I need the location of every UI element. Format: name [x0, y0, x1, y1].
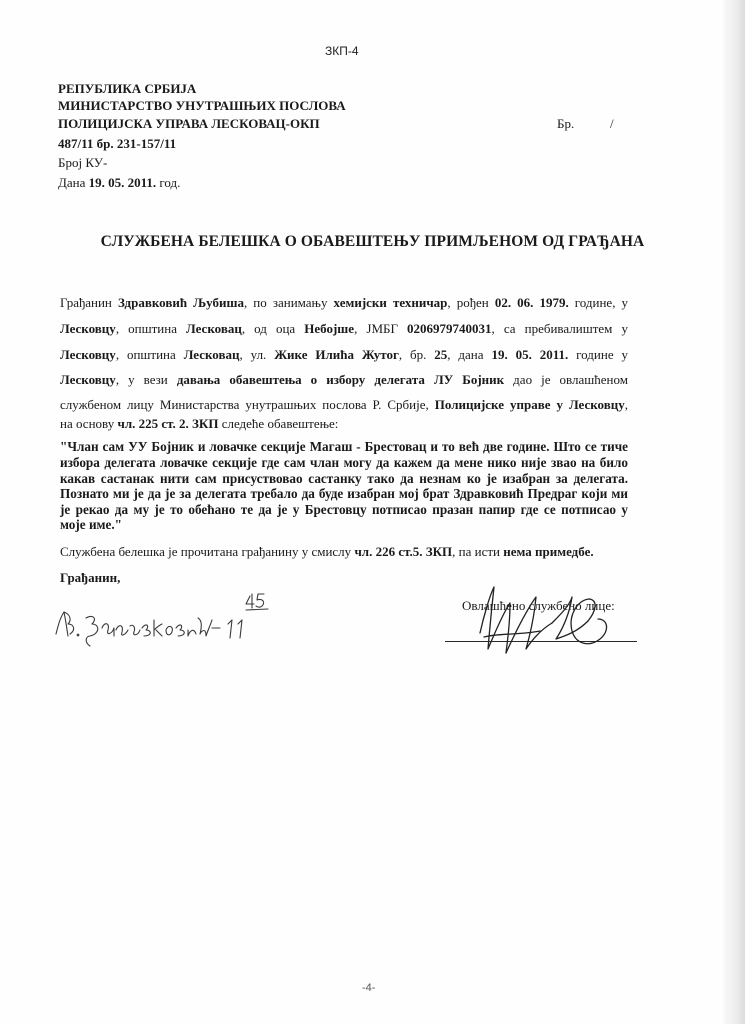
body-line-4 [60, 372, 628, 388]
text-run: године у [568, 347, 628, 362]
emphasized-text: хемијски техничар [333, 295, 448, 310]
statement-line-2: избора делегата ловачке секције где сам члан могу да кажем да мене нико није звао на било [60, 455, 628, 470]
citizen-label: Грађанин, [60, 570, 121, 585]
emphasized-text: Лесковац [183, 347, 240, 362]
text-run: , дана [447, 347, 492, 362]
closing-statement [60, 544, 594, 560]
text-run: , ул. [239, 347, 275, 362]
text-run: , ЈМБГ [354, 321, 408, 336]
body-line-2 [60, 321, 628, 337]
emphasized-text: Небојше [304, 321, 355, 336]
text-run: , па исти [452, 544, 504, 559]
text-run: Грађанин [60, 295, 118, 310]
emphasized-text: 19. 05. 2011. [491, 347, 569, 362]
text-run: службеном лицу Министарства унутрашњих послова Р. Србије, [60, 397, 435, 412]
text-run: , рођен [447, 295, 495, 310]
case-reference: 487/11 бр. 231-157/11 [58, 136, 177, 151]
emphasized-text: Лесковац [186, 321, 242, 336]
body-line-1 [60, 295, 628, 311]
date-prefix: Дана [58, 175, 86, 190]
emphasized-text: Лесковцу [60, 347, 116, 362]
emphasized-text: нема примедбе. [503, 544, 594, 559]
body-line-5 [60, 397, 628, 413]
officer-signature [460, 575, 620, 665]
document-date-line [58, 175, 180, 191]
emphasized-text: Полицијске управе у Лесковцу [434, 397, 625, 412]
header-ministry: МИНИСТАРСТВО УНУТРАШЊИХ ПОСЛОВА [58, 98, 346, 113]
text-run: , од оца [241, 321, 305, 336]
text-run: , општина [115, 347, 184, 362]
emphasized-text: Здравковић Љубиша [117, 295, 244, 310]
text-run: дао је овлашћеном [504, 372, 628, 387]
text-run: следеће обавештење: [218, 416, 339, 431]
emphasized-text: 0206979740031 [407, 321, 492, 336]
date-suffix: год. [159, 175, 181, 190]
emphasized-text: Жике Илића Жутог [274, 347, 399, 362]
text-run: , [624, 397, 628, 412]
text-run: , у вези [115, 372, 177, 387]
header-republic: РЕПУБЛИКА СРБИЈА [58, 81, 197, 96]
emphasized-text: Лесковцу [60, 321, 116, 336]
emphasized-text: давања обавештења о избору делегата ЛУ Бојник [176, 372, 505, 387]
statement-line-4: Познато ми је да је за делегата требало да буде изабран мој брат Здравковић Предраг који ми [60, 486, 628, 501]
page-footer-mark: -4- [362, 982, 376, 994]
body-line-3 [60, 347, 628, 363]
header-police-department: ПОЛИЦИЈСКА УПРАВА ЛЕСКОВАЦ-ОКП [58, 116, 320, 131]
emphasized-text: 25 [434, 347, 448, 362]
document-title: СЛУЖБЕНА БЕЛЕШКА О ОБАВЕШТЕЊУ ПРИМЉЕНОМ ОД ГРАЂАНА [100, 233, 645, 250]
text-run: , са пребивалиштем у [491, 321, 628, 336]
number-slash: / [610, 116, 614, 131]
statement-line-5: је рекао да му је то обећано те да је у Брестовцу потписао празан папир где се потписао у [60, 502, 628, 517]
emphasized-text: чл. 226 ст.5. ЗКП [354, 544, 453, 559]
text-run: Службена белешка је прочитана грађанину у смислу [60, 544, 355, 559]
text-run: , бр. [398, 347, 435, 362]
officer-label: Овлашћено службено лице: [462, 598, 615, 613]
statement-line-6: моје име." [60, 517, 122, 532]
ku-number: Број КУ- [58, 155, 108, 170]
citizen-signature [50, 590, 290, 650]
document-date: 19. 05. 2011. [88, 175, 157, 190]
text-run: , општина [115, 321, 187, 336]
emphasized-text: Лесковцу [60, 372, 116, 387]
emphasized-text: чл. 225 ст. 2. ЗКП [117, 416, 219, 431]
emphasized-text: 02. 06. 1979. [494, 295, 569, 310]
page-edge-shadow [723, 0, 745, 1024]
statement-line-1: "Члан сам УУ Бојник и ловачке секције Магаш - Брестовац и то већ две године. Што се тиче [60, 439, 628, 454]
form-code: ЗКП-4 [325, 44, 359, 58]
text-run: године, у [568, 295, 629, 310]
body-line-6 [60, 416, 628, 432]
statement-line-3: какав састанак нити сам присуствовао састанку тако да незнам ко је изабран за делегата. [60, 471, 628, 486]
number-label: Бр. [557, 116, 575, 131]
text-run: , по занимању [243, 295, 334, 310]
text-run: на основу [60, 416, 118, 431]
